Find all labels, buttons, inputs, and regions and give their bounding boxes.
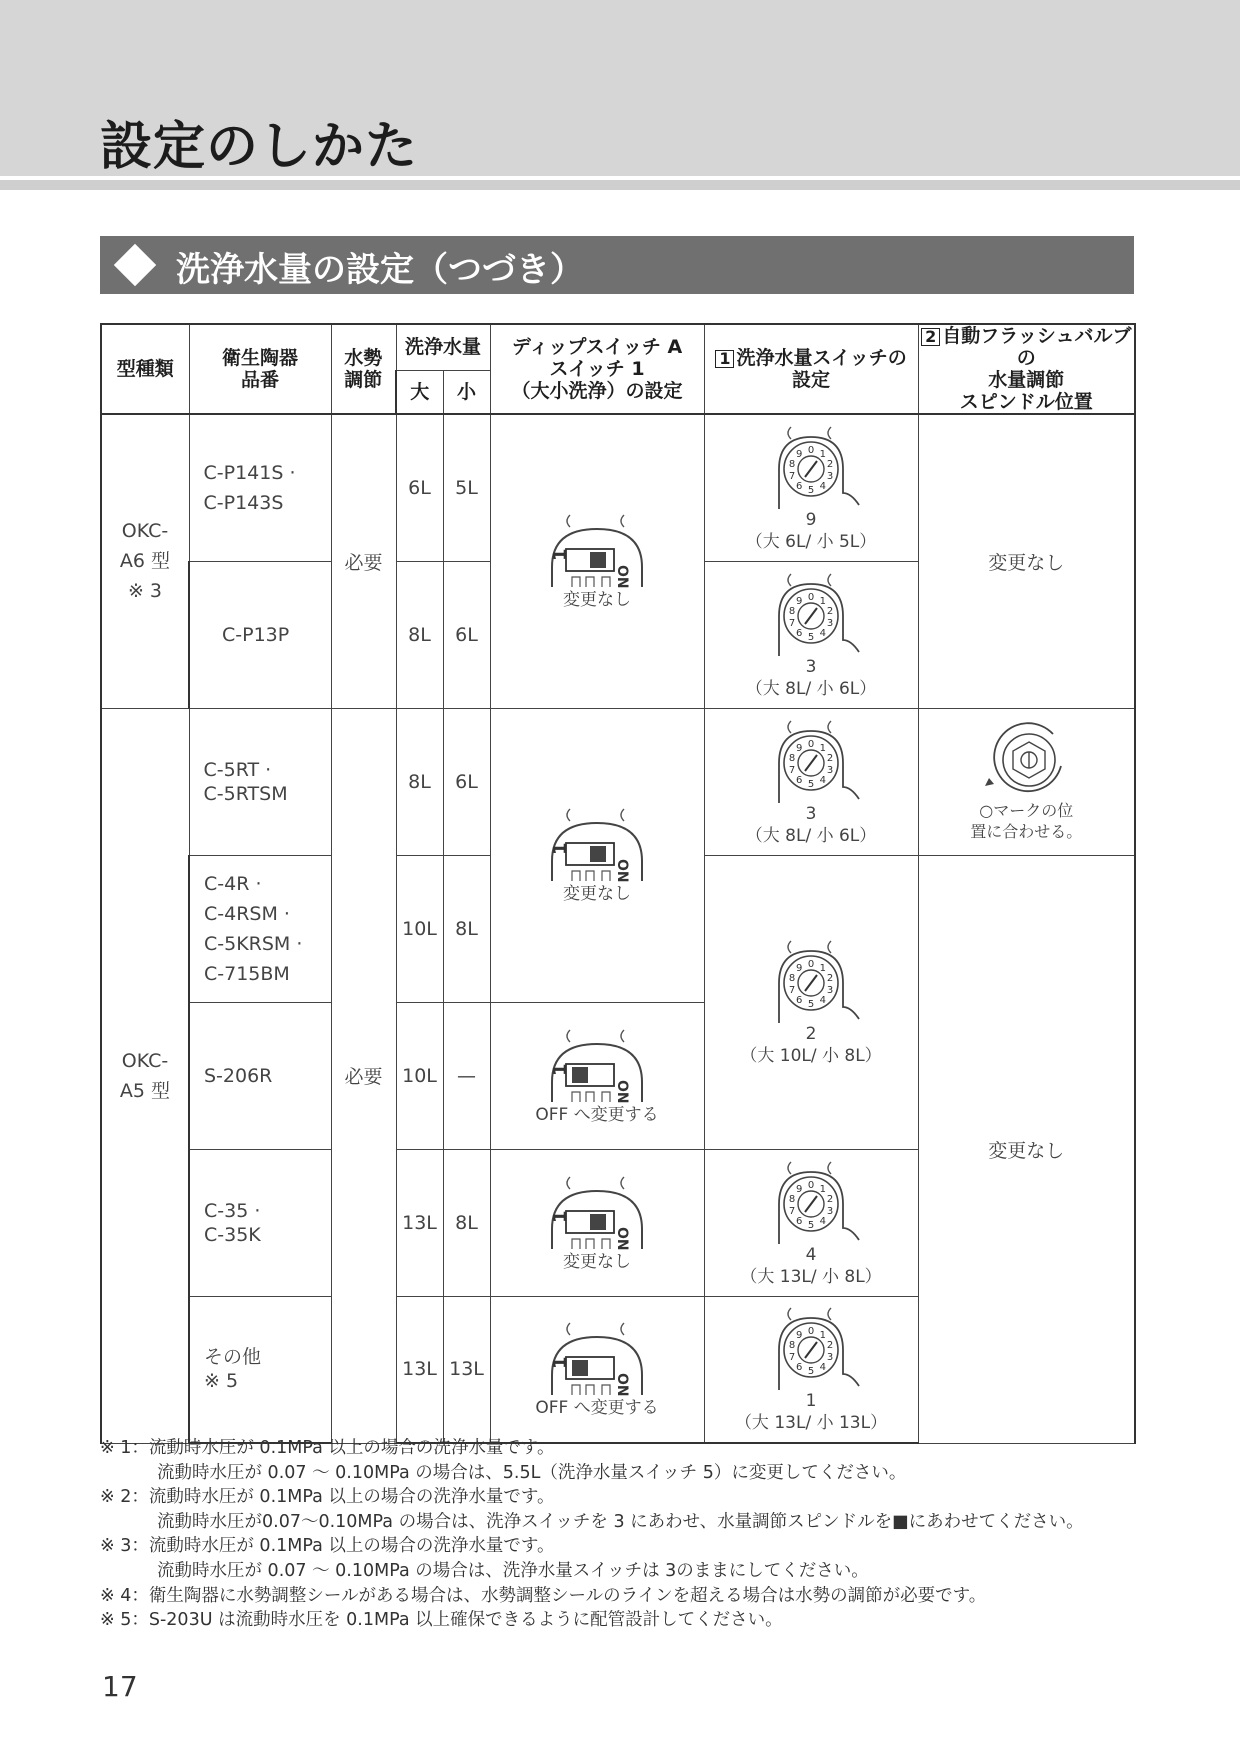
model-a6-line1: OKC- [121,520,169,543]
svg-text:8: 8 [788,752,796,764]
spindle-caption-line1: ○マークの位 [979,800,1074,820]
note-mark: ※ 4： [100,1585,149,1606]
note-text: S-203U は流動時水圧を 0.1MPa 以上確保できるように配管設計してください。 [148,1610,783,1631]
model-a5 [101,708,189,1443]
svg-text:4: 4 [819,995,827,1007]
dip-caption: 変更なし [563,1251,632,1272]
volume-small: 8L [443,855,490,1002]
svg-text:9: 9 [796,1330,803,1342]
svg-text:3: 3 [826,470,834,482]
header-spindle-line1 [919,325,1135,369]
header-fixture [189,324,331,414]
dial-cell [704,1149,918,1296]
dip-switch-off-icon [532,805,662,883]
fixture-line: C-5RTSM [203,782,288,805]
dip-caption: OFF へ変更する [535,1104,659,1125]
fixture-line: C-5KRSM · [204,932,303,955]
dip-caption: 変更なし [563,590,632,611]
dial-cell [704,414,918,561]
svg-text:ON: ON [614,1226,631,1251]
volume-small: 5L [443,414,490,561]
fixture-cell [189,414,331,561]
dip-cell-a6 [490,414,704,708]
rotary-dial-icon [751,717,871,803]
note-2 [100,1485,1160,1510]
volume-large: 8L [396,708,443,855]
header-pressure-line1: 水勢 [344,347,383,369]
svg-text:0: 0 [807,591,815,603]
svg-text:2: 2 [826,1340,834,1352]
svg-text:7: 7 [788,764,796,776]
fixture-line: C-35K [204,1223,261,1246]
svg-text:3: 3 [826,617,834,629]
header-dip-line1: ディップスイッチ A [511,336,683,358]
svg-text:2: 2 [826,605,834,617]
dial-caption: （大 13L/ 小 13L） [734,1413,888,1434]
page-title: 設定のしかた [100,117,419,177]
dial-value: 3 [805,803,817,824]
dip-cell-a5-top [490,708,704,1002]
header-dip-line2: スイッチ 1 [549,358,645,380]
spindle-caption-line2: 置に合わせる。 [970,821,1083,841]
svg-text:9: 9 [796,1183,803,1195]
dip-cell [490,1149,704,1296]
dial-cell [704,561,918,708]
boxed-number-1: 1 [715,350,734,368]
model-a6 [101,414,189,708]
fixture-cell [189,1296,331,1443]
svg-text:4: 4 [819,480,827,492]
svg-text:5: 5 [807,484,815,496]
svg-text:2: 2 [826,972,834,984]
svg-text:2: 2 [826,752,834,764]
volume-large: 13L [396,1296,443,1443]
header-volume-switch-line2: 設定 [792,369,831,391]
note-mark: ※ 3： [100,1536,149,1557]
svg-text:4: 4 [819,627,827,639]
fixture-line: その他 [204,1346,262,1369]
header-pressure-line2: 調節 [344,369,383,391]
fixture-cell [189,561,331,708]
boxed-number-2: 2 [921,328,940,346]
fixture-cell [189,708,331,855]
dial-value: 9 [805,509,817,530]
volume-small: — [443,1002,490,1149]
note-mark: ※ 1： [100,1438,149,1458]
section-title: 洗浄水量の設定（つづき） [176,250,584,290]
section-header [100,236,1134,294]
footnotes [100,1436,1160,1633]
svg-text:1: 1 [819,595,827,607]
fixture-line: C-715BM [204,962,290,985]
svg-text:1: 1 [550,1209,572,1223]
svg-text:7: 7 [788,985,796,997]
header-small: 小 [443,370,490,414]
spindle-adjust-icon [971,722,1081,800]
svg-text:1: 1 [550,1062,572,1076]
svg-text:6: 6 [796,1362,803,1374]
diamond-icon [114,244,156,286]
header-volume-switch-text1: 洗浄水量スイッチの [736,347,907,369]
svg-text:7: 7 [788,1352,796,1364]
header-dip-switch [490,324,704,414]
volume-small: 13L [443,1296,490,1443]
svg-text:0: 0 [807,738,815,750]
dial-value: 3 [805,656,817,677]
pressure-a5: 必要 [331,708,396,1443]
svg-text:1: 1 [550,842,572,855]
svg-text:3: 3 [826,764,834,776]
dial-caption: （大 13L/ 小 8L） [740,1266,882,1287]
header-model: 型種類 [101,324,189,414]
svg-text:6: 6 [796,1215,803,1227]
svg-text:8: 8 [788,1340,796,1352]
note-text: 流動時水圧が 0.1MPa 以上の場合の洗浄水量です。 [148,1438,555,1458]
fixture-line: C-35 · [204,1199,261,1222]
header-spindle-text1: 自動フラッシュバルブの [942,325,1132,369]
spindle-cell-rest: 変更なし [918,855,1135,1443]
dial-cell [704,1296,918,1443]
dip-switch-on-icon [532,1319,662,1397]
volume-large: 10L [396,855,443,1002]
volume-large: 8L [396,561,443,708]
model-a5-line1: OKC- [121,1049,169,1072]
svg-text:3: 3 [826,1205,834,1217]
svg-text:5: 5 [807,1366,815,1378]
svg-text:6: 6 [796,627,803,639]
header-volume: 洗浄水量 [396,324,490,370]
model-a6-line3: ※ 3 [127,580,163,603]
dial-value: 2 [805,1024,817,1044]
svg-text:8: 8 [788,1193,796,1205]
dial-caption: （大 8L/ 小 6L） [745,678,877,699]
rotary-dial-icon [751,570,871,656]
fixture-line: ※ 5 [204,1370,239,1393]
fixture-line: C-P143S [203,491,284,514]
header-spindle [918,324,1135,414]
svg-text:6: 6 [796,480,803,492]
header-spindle-line3: スピンドル位置 [959,391,1093,413]
rotary-dial-icon [751,423,871,509]
volume-small: 8L [443,1149,490,1296]
page-number: 17 [102,1670,138,1703]
note-1 [100,1436,1160,1461]
header-spindle-line2: 水量調節 [988,369,1065,391]
svg-text:ON: ON [614,1373,631,1397]
rotary-dial-icon [751,1158,871,1244]
note-3-sub: 流動時水圧が 0.07 ～ 0.10MPa の場合は、洗浄水量スイッチは 3のままにしてください。 [157,1560,869,1581]
dip-caption: 変更なし [563,884,632,904]
svg-text:ON: ON [614,859,631,883]
svg-text:6: 6 [796,774,803,786]
svg-text:5: 5 [807,1219,815,1231]
volume-large: 10L [396,1002,443,1149]
dip-caption: OFF へ変更する [535,1398,659,1419]
svg-text:9: 9 [796,962,803,974]
volume-small: 6L [443,708,490,855]
header-pressure [331,324,396,414]
header-large: 大 [396,370,443,414]
note-4 [100,1584,1160,1609]
fixture-line: C-4RSM · [204,902,290,925]
svg-text:1: 1 [819,742,827,754]
dip-switch-off-icon [532,1173,662,1251]
svg-text:2: 2 [826,1193,834,1205]
dial-caption: （大 6L/ 小 5L） [745,531,877,552]
svg-text:ON: ON [614,1079,631,1104]
svg-text:5: 5 [807,778,815,790]
svg-text:1: 1 [819,962,827,974]
dip-switch-off-icon [532,511,662,589]
dial-cell [704,708,918,855]
note-5 [100,1608,1160,1633]
note-text: 流動時水圧が 0.1MPa 以上の場合の洗浄水量です。 [148,1536,555,1557]
svg-text:1: 1 [550,1356,572,1370]
svg-text:6: 6 [796,995,803,1007]
fixture-cell [189,1002,331,1149]
note-3 [100,1534,1160,1559]
note-mark: ※ 2： [100,1487,149,1508]
model-a6-line2: A6 型 [119,550,171,573]
note-2-sub: 流動時水圧が0.07～0.10MPa の場合は、洗浄スイッチを 3 にあわせ、水量調節スピンドルを■にあわせてください。 [157,1511,1084,1532]
spindle-cell-a5 [918,708,1135,855]
svg-text:8: 8 [788,972,796,984]
rotary-dial-icon [751,1304,871,1390]
volume-large: 13L [396,1149,443,1296]
fixture-line: C-P13P [222,623,290,646]
dip-cell [490,1002,704,1149]
svg-text:4: 4 [819,1215,827,1227]
svg-text:0: 0 [807,444,815,456]
header-fixture-line1: 衛生陶器 [221,347,298,369]
svg-text:0: 0 [807,1179,815,1191]
svg-text:5: 5 [807,631,815,643]
svg-text:0: 0 [807,959,815,970]
fixture-cell [189,855,331,1002]
fixture-cell [189,1149,331,1296]
dial-caption: （大 8L/ 小 6L） [745,825,877,846]
svg-text:9: 9 [796,595,803,607]
pressure-a6: 必要 [331,414,396,708]
svg-text:7: 7 [788,617,796,629]
svg-text:4: 4 [819,1362,827,1374]
svg-text:0: 0 [807,1326,815,1338]
note-1-sub: 流動時水圧が 0.07 ～ 0.10MPa の場合は、5.5L（洗浄水量スイッチ 5）に変更してください。 [157,1462,907,1483]
header-volume-switch-line1 [705,347,918,369]
fixture-line: C-4R · [204,872,262,895]
fixture-line: C-P141S · [203,461,296,484]
dial-cell-middle [704,855,918,1149]
header-dip-line3: （大小洗浄）の設定 [511,380,683,402]
svg-text:4: 4 [819,774,827,786]
svg-text:8: 8 [788,458,796,470]
svg-text:1: 1 [550,548,572,562]
svg-text:9: 9 [796,448,803,460]
fixture-line: S-206R [204,1064,273,1087]
note-text: 衛生陶器に水勢調整シールがある場合は、水勢調整シールのラインを超える場合は水勢の調節が必要です。 [148,1585,987,1606]
svg-text:1: 1 [819,1330,827,1342]
note-text: 流動時水圧が 0.1MPa 以上の場合の洗浄水量です。 [148,1487,555,1508]
svg-text:5: 5 [807,999,815,1010]
dial-value: 1 [805,1391,817,1412]
svg-text:8: 8 [788,605,796,617]
dip-cell [490,1296,704,1443]
svg-text:2: 2 [826,458,834,470]
note-mark: ※ 5： [100,1610,149,1631]
header-volume-switch [704,324,918,414]
dial-caption: （大 10L/ 小 8L） [740,1046,882,1066]
volume-large: 6L [396,414,443,561]
header-fixture-line2: 品番 [240,369,279,391]
svg-text:9: 9 [796,742,803,754]
svg-text:3: 3 [826,985,834,997]
dial-value: 4 [805,1244,817,1265]
svg-text:3: 3 [826,1352,834,1364]
spindle-cell-a6: 変更なし [918,414,1135,708]
volume-small: 6L [443,561,490,708]
dip-switch-on-icon [532,1026,662,1104]
settings-table [100,323,1136,1444]
rotary-dial-icon [751,937,871,1023]
model-a5-line2: A5 型 [119,1079,171,1102]
svg-text:1: 1 [819,448,827,460]
svg-text:ON: ON [614,565,631,589]
svg-text:1: 1 [819,1183,827,1195]
svg-text:7: 7 [788,1205,796,1217]
fixture-line: C-5RT · [203,758,272,781]
svg-text:7: 7 [788,470,796,482]
